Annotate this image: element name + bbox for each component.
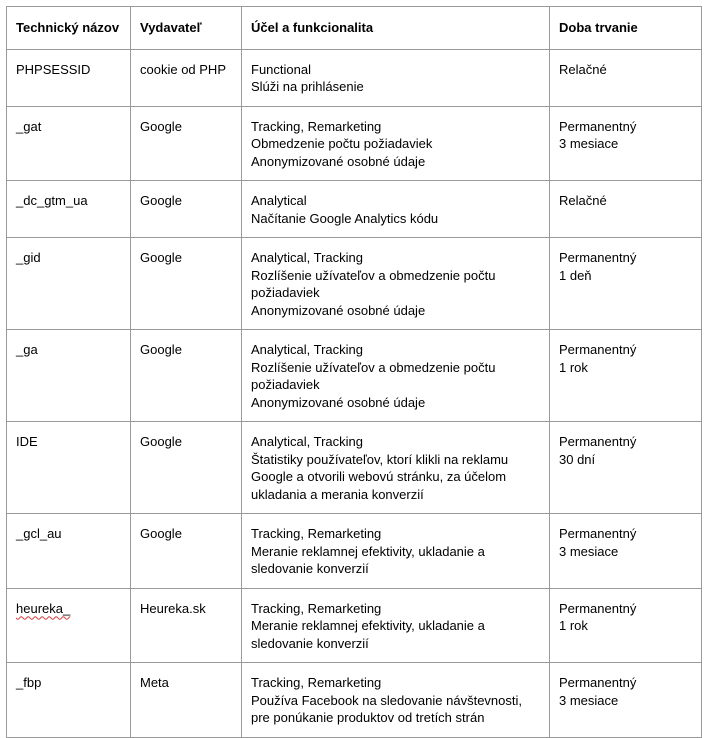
cookie-name: _gat — [16, 118, 42, 134]
purpose-description: Obmedzenie počtu požiadaviek — [251, 136, 433, 151]
table-row — [7, 181, 702, 238]
cell-purpose — [242, 663, 550, 738]
cell-purpose — [242, 238, 550, 330]
cookie-name: heureka_ — [16, 600, 71, 616]
purpose-privacy-note: Anonymizované osobné údaje — [251, 153, 426, 169]
cell-duration — [550, 106, 702, 181]
table-row — [7, 238, 702, 330]
purpose-category: Tracking, Remarketing — [251, 118, 382, 134]
purpose-privacy-note: Anonymizované osobné údaje — [251, 302, 426, 318]
cookie-name: IDE — [16, 434, 38, 449]
cell-technical-name — [7, 181, 131, 238]
cell-technical-name — [7, 663, 131, 738]
duration-length: 1 rok — [559, 618, 588, 633]
cookie-name: _gid — [16, 250, 41, 265]
cell-duration — [550, 422, 702, 514]
duration-type: Permanentný — [559, 434, 637, 449]
cell-publisher — [131, 663, 242, 738]
publisher-name: Google — [140, 250, 182, 265]
table-row — [7, 514, 702, 589]
publisher-name: Google — [140, 434, 182, 449]
cell-duration — [550, 588, 702, 663]
header-row — [7, 7, 702, 50]
duration-length: 30 dní — [559, 451, 596, 467]
table-row — [7, 49, 702, 106]
duration-length: 3 mesiace — [559, 136, 619, 151]
header-duration: Doba trvanie — [550, 7, 702, 50]
cell-publisher — [131, 106, 242, 181]
purpose-description: Slúži na prihlásenie — [251, 79, 364, 94]
cell-technical-name — [7, 514, 131, 589]
table-header — [7, 7, 702, 50]
header-technical-name: Technický názov — [7, 7, 131, 50]
table-row — [7, 330, 702, 422]
purpose-category: Tracking, Remarketing — [251, 675, 382, 690]
purpose-description: Meranie reklamnej efektivity, ukladanie a sledovanie konverzií — [251, 543, 485, 576]
duration-type: Permanentný — [559, 600, 637, 616]
duration-length: 1 deň — [559, 267, 592, 283]
duration-type: Permanentný — [559, 675, 637, 690]
table-row — [7, 422, 702, 514]
cookie-name: _gcl_au — [16, 526, 62, 541]
cell-publisher — [131, 588, 242, 663]
cell-publisher — [131, 330, 242, 422]
purpose-category: Tracking, Remarketing — [251, 600, 382, 616]
cell-purpose — [242, 106, 550, 181]
cell-technical-name — [7, 422, 131, 514]
purpose-description: Používa Facebook na sledovanie návštevnosti, pre ponúkanie produktov od tretích strán — [251, 692, 523, 725]
purpose-category: Analytical, Tracking — [251, 342, 363, 357]
table-row — [7, 663, 702, 738]
cell-technical-name — [7, 106, 131, 181]
table-body — [7, 49, 702, 737]
cell-purpose — [242, 181, 550, 238]
publisher-name: Google — [140, 118, 182, 134]
publisher-name: Heureka.sk — [140, 600, 206, 616]
cookie-table-container — [6, 6, 702, 738]
cell-publisher — [131, 181, 242, 238]
cell-purpose — [242, 588, 550, 663]
cell-publisher — [131, 514, 242, 589]
cookie-name: _ga — [16, 342, 38, 357]
duration-type: Relačné — [559, 61, 607, 77]
duration-type: Permanentný — [559, 118, 637, 134]
cell-duration — [550, 238, 702, 330]
cell-duration — [550, 49, 702, 106]
cell-technical-name — [7, 330, 131, 422]
cookie-table — [6, 6, 702, 738]
cell-publisher — [131, 238, 242, 330]
publisher-name: Google — [140, 342, 182, 357]
purpose-category: Analytical, Tracking — [251, 434, 363, 449]
cell-technical-name — [7, 238, 131, 330]
table-row — [7, 106, 702, 181]
cell-purpose — [242, 422, 550, 514]
duration-length: 3 mesiace — [559, 692, 619, 708]
publisher-name: cookie od PHP — [140, 61, 226, 77]
duration-type: Permanentný — [559, 342, 637, 357]
cookie-name: PHPSESSID — [16, 61, 91, 77]
cookie-name: _fbp — [16, 675, 42, 690]
cookie-name: _dc_gtm_ua — [16, 193, 88, 208]
cell-publisher — [131, 422, 242, 514]
duration-length: 3 mesiace — [559, 543, 619, 559]
purpose-description: Rozlíšenie užívateľov a obmedzenie počtu požiadaviek — [251, 267, 496, 300]
table-row — [7, 588, 702, 663]
publisher-name: Google — [140, 526, 182, 541]
duration-length: 1 rok — [559, 359, 588, 375]
cell-technical-name — [7, 49, 131, 106]
publisher-name: Google — [140, 193, 182, 208]
duration-type: Relačné — [559, 193, 607, 208]
purpose-description: Rozlíšenie užívateľov a obmedzenie počtu požiadaviek — [251, 359, 496, 392]
purpose-category: Analytical — [251, 193, 307, 208]
header-publisher: Vydavateľ — [131, 7, 242, 50]
purpose-category: Analytical, Tracking — [251, 250, 363, 265]
cell-duration — [550, 663, 702, 738]
cell-duration — [550, 514, 702, 589]
cell-purpose — [242, 330, 550, 422]
cell-duration — [550, 330, 702, 422]
publisher-name: Meta — [140, 675, 169, 690]
purpose-description: Štatistiky používateľov, ktorí klikli na reklamu Google a otvorili webovú stránku, za účelom ukladania a merania konverzií — [251, 451, 509, 502]
cell-publisher — [131, 49, 242, 106]
purpose-privacy-note: Anonymizované osobné údaje — [251, 394, 426, 410]
cell-purpose — [242, 514, 550, 589]
purpose-category: Tracking, Remarketing — [251, 526, 382, 541]
purpose-category: Functional — [251, 61, 311, 77]
duration-type: Permanentný — [559, 526, 637, 541]
cell-technical-name — [7, 588, 131, 663]
cell-duration — [550, 181, 702, 238]
purpose-description: Meranie reklamnej efektivity, ukladanie a sledovanie konverzií — [251, 618, 485, 651]
cell-purpose — [242, 49, 550, 106]
purpose-description: Načítanie Google Analytics kódu — [251, 210, 439, 226]
duration-type: Permanentný — [559, 250, 637, 265]
header-purpose: Účel a funkcionalita — [242, 7, 550, 50]
